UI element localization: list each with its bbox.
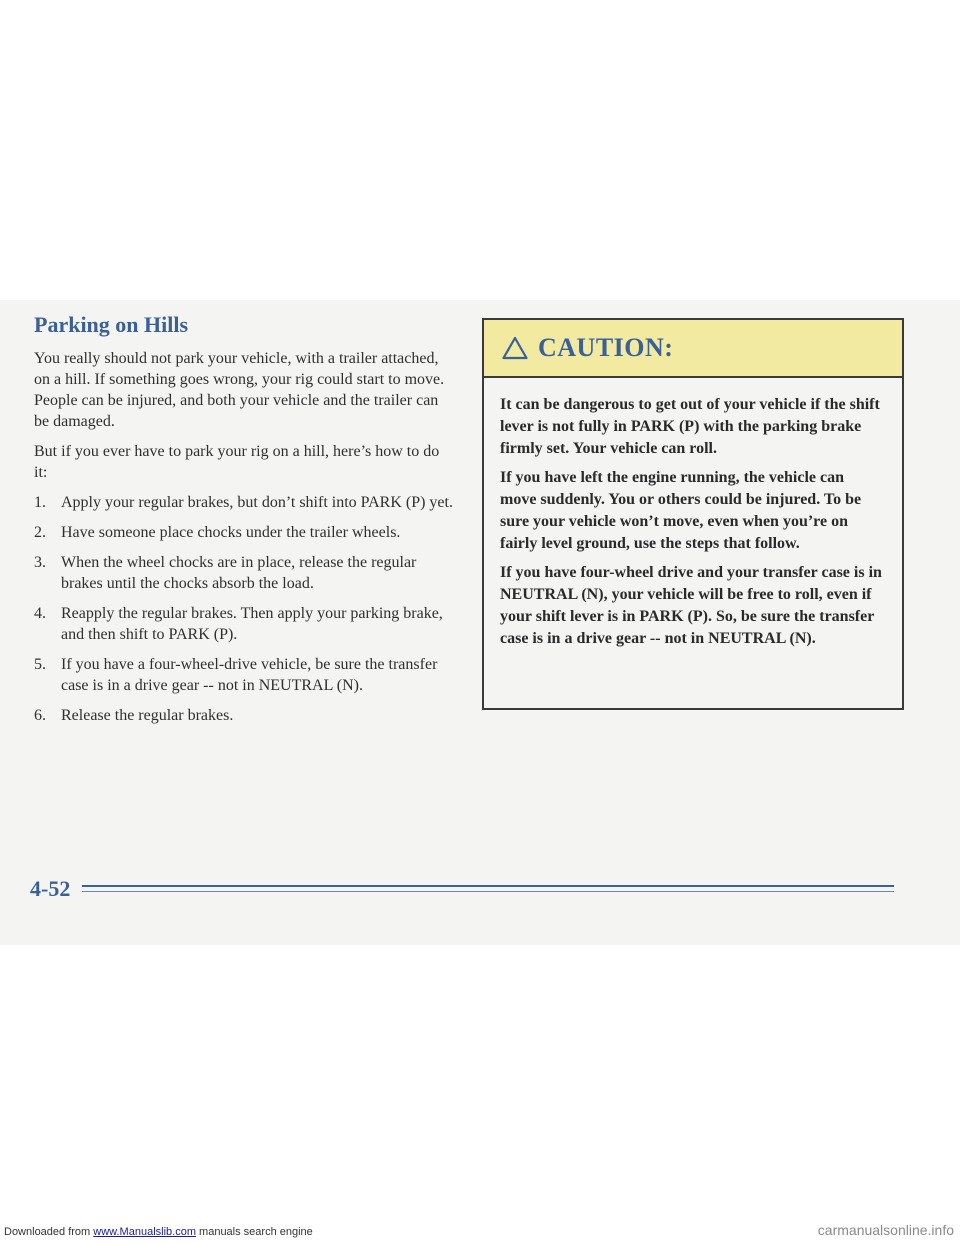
page-number: 4-52: [30, 876, 71, 901]
section-title: Parking on Hills: [34, 312, 189, 337]
intro-paragraph: But if you ever have to park your rig on a hill, here’s how to do it:: [34, 443, 440, 481]
caution-box: [482, 318, 904, 710]
step-number: 2.: [34, 524, 46, 541]
intro-paragraph: You really should not park your vehicle, with a trailer attached, on a hill. If something goes wrong, your rig could start to move. People can be injured, and both your vehicle and the trailer can be damaged.: [34, 350, 445, 430]
step-number: 1.: [34, 494, 46, 511]
step-item: [34, 552, 454, 594]
step-item: [34, 522, 454, 543]
step-text: Have someone place chocks under the trailer wheels.: [61, 524, 401, 541]
caution-paragraph: It can be dangerous to get out of your vehicle if the shift lever is not fully in PARK (P) with the parking brake firmly set. Your vehicle can roll.: [500, 396, 880, 457]
step-text: Reapply the regular brakes. Then apply your parking brake, and then shift to PARK (P).: [61, 605, 443, 643]
steps-list: [34, 492, 454, 726]
instructions-column: [34, 348, 454, 735]
step-number: 3.: [34, 554, 46, 571]
caution-paragraph: If you have left the engine running, the vehicle can move suddenly. You or others could be injured. To be sure your vehicle won’t move, even when you’re on fairly level ground, use the steps that follow.: [500, 469, 862, 552]
step-text: When the wheel chocks are in place, release the regular brakes until the chocks absorb the load.: [61, 554, 417, 592]
caution-body: [484, 378, 902, 650]
step-number: 5.: [34, 656, 46, 673]
site-watermark: carmanualsonline.info: [817, 1222, 954, 1238]
step-number: 6.: [34, 707, 46, 724]
step-item: [34, 492, 454, 513]
warning-triangle-icon: [502, 336, 528, 360]
footer-rule-thin: [82, 891, 894, 892]
download-watermark: [4, 1226, 313, 1238]
footer-rule: [82, 885, 894, 887]
step-item: [34, 705, 454, 726]
step-text: Release the regular brakes.: [61, 707, 234, 724]
caution-header: [484, 320, 902, 378]
watermark-suffix: manuals search engine: [195, 1226, 313, 1238]
step-item: [34, 603, 454, 645]
manualslib-link[interactable]: www.Manualslib.com: [93, 1226, 196, 1238]
caution-label: CAUTION:: [538, 333, 674, 362]
watermark-prefix: Downloaded from: [4, 1226, 94, 1238]
step-text: If you have a four-wheel-drive vehicle, be sure the transfer case is in a drive gear -- not in NEUTRAL (N).: [61, 656, 438, 694]
step-number: 4.: [34, 605, 46, 622]
caution-paragraph: If you have four-wheel drive and your transfer case is in NEUTRAL (N), your vehicle will be free to roll, even if your shift lever is in PARK (P). So, be sure the transfer case is in a drive gear -- not in NEUTRAL (N).: [500, 564, 882, 647]
step-item: [34, 654, 454, 696]
step-text: Apply your regular brakes, but don’t shift into PARK (P) yet.: [61, 494, 453, 511]
